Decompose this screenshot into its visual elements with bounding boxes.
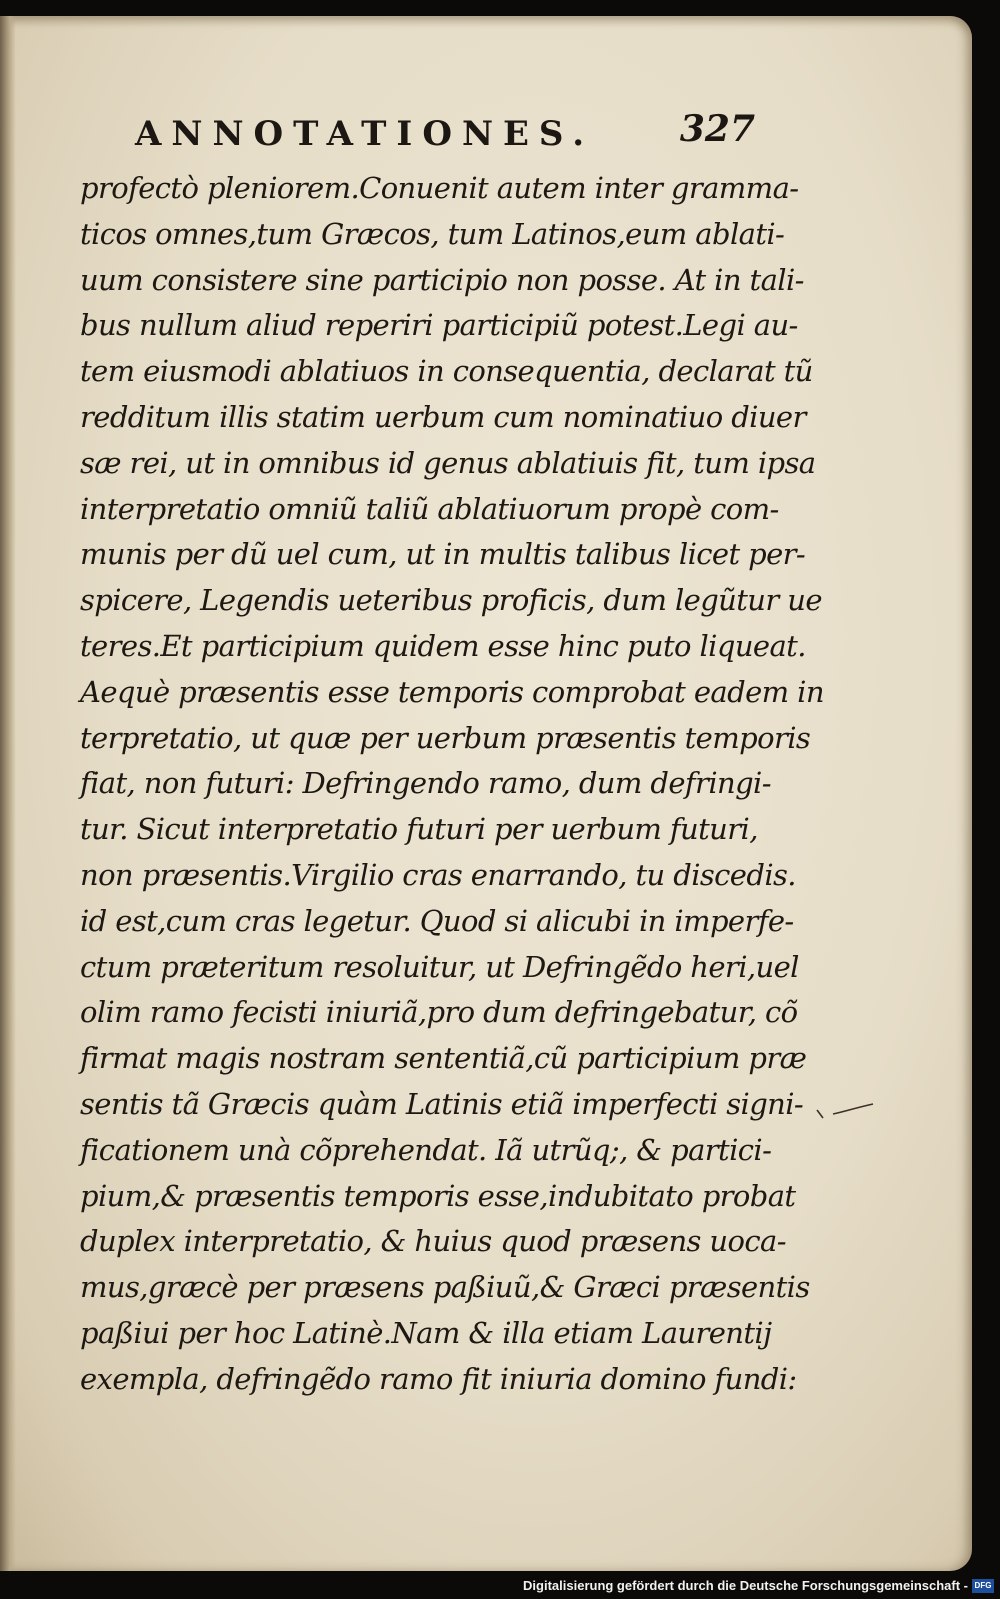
- running-head: [135, 104, 755, 164]
- text-line: tem eiusmodi ablatiuos in consequentia, declarat tũ: [80, 354, 813, 389]
- text-line: terpretatio, ut quæ per uerbum præsentis temporis: [80, 720, 811, 755]
- text-line: mus,græcè per præsens paßiuũ,& Græci præsentis: [80, 1270, 810, 1305]
- footer-bar: [0, 1571, 1000, 1599]
- text-line: spicere, Legendis ueteribus proficis, dum legũtur ue: [80, 583, 822, 618]
- dfg-logo-icon: DFG: [972, 1579, 994, 1593]
- text-line: interpretatio omniũ taliũ ablatiuorum propè com-: [80, 491, 779, 526]
- text-line: teres.Et participium quidem esse hinc puto liqueat.: [80, 628, 806, 663]
- text-line: profectò pleniorem.Conuenit autem inter gramma-: [80, 171, 799, 205]
- text-line: non præsentis.Virgilio cras enarrando, tu discedis.: [80, 857, 796, 892]
- text-line: Aequè præsentis esse temporis comprobat eadem in: [80, 674, 824, 709]
- running-title: ANNOTATIONES.: [135, 114, 595, 154]
- page-number: 327: [679, 108, 755, 150]
- text-line: sæ rei, ut in omnibus id genus ablatiuis fit, tum ipsa: [80, 445, 816, 480]
- page-gutter: [0, 16, 16, 1571]
- text-line: uum consistere sine participio non posse. At in tali-: [80, 262, 804, 297]
- text-line: tur. Sicut interpretatio futuri per uerbum futuri,: [80, 812, 758, 847]
- text-line: olim ramo fecisti iniuriã,pro dum defringebatur, cõ: [80, 995, 798, 1030]
- text-line: ticos omnes,tum Græcos, tum Latinos,eum ablati-: [80, 216, 785, 251]
- text-block: [80, 166, 824, 1403]
- text-line: firmat magis nostram sententiã,cũ participium præ: [80, 1041, 807, 1076]
- book-page: [0, 16, 972, 1571]
- text-line: munis per dũ uel cum, ut in multis talibus licet per-: [80, 537, 806, 572]
- text-line: exempla, defringẽdo ramo fit iniuria domino fundi:: [80, 1361, 797, 1396]
- text-line: paßiui per hoc Latinè.Nam & illa etiam Laurentij: [80, 1315, 772, 1350]
- text-line: ctum præteritum resoluitur, ut Defringẽdo heri,uel: [80, 949, 799, 984]
- text-line: pium,& præsentis temporis esse,indubitato probat: [80, 1178, 796, 1213]
- footer-credit: Digitalisierung gefördert durch die Deutsche Forschungsgemeinschaft -: [523, 1578, 968, 1593]
- text-line: redditum illis statim uerbum cum nominatiuo diuer: [80, 399, 806, 434]
- text-line: fiat, non futuri: Defringendo ramo, dum defringi-: [80, 766, 771, 801]
- text-line: duplex interpretatio, & huius quod præsens uoca-: [80, 1224, 786, 1259]
- text-line: sentis tã Græcis quàm Latinis etiã imperfecti signi-: [80, 1086, 804, 1121]
- text-line: bus nullum aliud reperiri participiũ potest.Legi au-: [80, 308, 798, 343]
- text-line: id est,cum cras legetur. Quod si alicubi in imperfe-: [80, 903, 794, 938]
- margin-pen-mark: [815, 1096, 875, 1126]
- text-line: ficationem unà cõprehendat. Iã utrũq;, & partici-: [80, 1132, 772, 1167]
